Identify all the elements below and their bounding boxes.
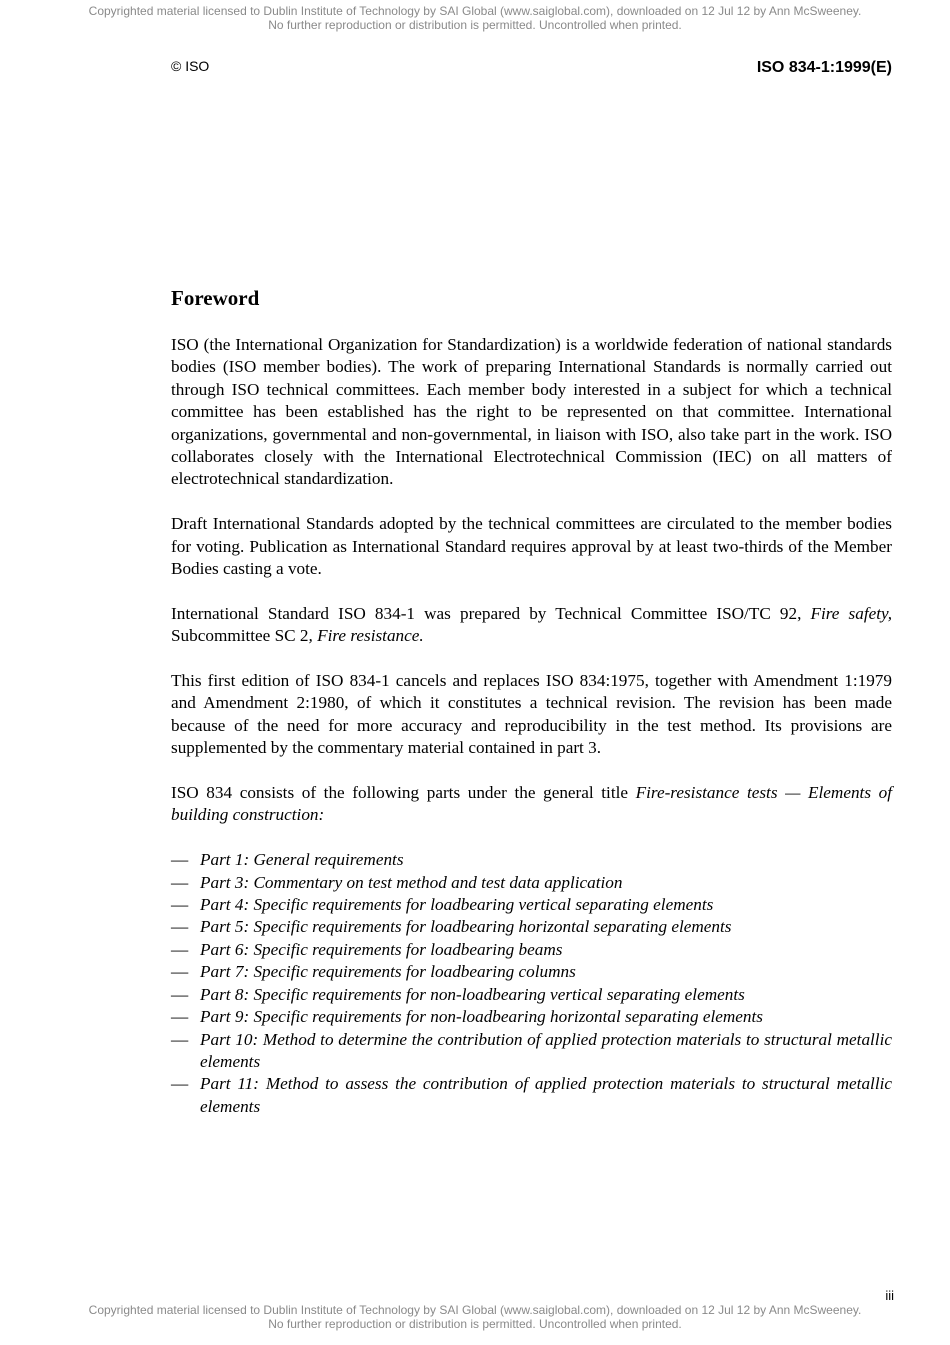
dash-bullet: — bbox=[171, 895, 189, 915]
paragraph-3-text-2: Subcommittee SC 2 bbox=[171, 626, 309, 646]
list-item bbox=[171, 916, 892, 938]
page-title: Foreword bbox=[171, 286, 260, 310]
watermark-line-2: No further reproduction or distribution is permitted. Uncontrolled when printed. bbox=[268, 18, 682, 32]
list-item bbox=[171, 872, 892, 894]
paragraph-5-italic: Fire-resistance tests — Elements of building construction: bbox=[171, 783, 893, 825]
paragraph-5-text: ISO 834 consists of the following parts under the general title bbox=[171, 783, 636, 803]
paragraph-1: ISO (the International Organization for Standardization) is a worldwide federation of national standards bodies (ISO member bodies). The work of preparing International Standards is normally carried out through ISO technical committees. Each member body interested in a subject for which a technical committee has been established has the right to be represented on that committee. International organizations, governmental and non-governmental, in liaison with ISO, also take part in the work. ISO collaborates closely with the International Electrotechnical Commission (IEC) on all matters of electrotechnical standardization. bbox=[171, 335, 892, 489]
list-item-text: Part 6: Specific requirements for loadbearing beams bbox=[200, 939, 563, 959]
list-item bbox=[171, 961, 892, 983]
list-item bbox=[171, 894, 892, 916]
watermark-line-2: No further reproduction or distribution is permitted. Uncontrolled when printed. bbox=[268, 1317, 682, 1331]
copyright-watermark-top bbox=[0, 4, 950, 32]
copyright-watermark-bottom bbox=[0, 1303, 950, 1331]
dash-bullet: — bbox=[171, 1074, 189, 1094]
dash-bullet: — bbox=[171, 1029, 189, 1049]
dash-bullet: — bbox=[171, 984, 189, 1004]
foreword-body bbox=[171, 334, 892, 1118]
list-item bbox=[171, 1073, 892, 1118]
list-item-text: Part 9: Specific requirements for non-loadbearing horizontal separating elements bbox=[200, 1007, 763, 1027]
list-item-text: Part 11: Method to assess the contribution of applied protection materials to structural metallic elements bbox=[200, 1074, 892, 1116]
paragraph-3-italic-2: , Fire resistance. bbox=[308, 626, 424, 646]
list-item bbox=[171, 1029, 892, 1074]
list-item bbox=[171, 939, 892, 961]
watermark-line-1: Copyrighted material licensed to Dublin Institute of Technology by SAI Global (www.saiglobal.com), downloaded on 12 Jul 12 by Ann McSweeney. bbox=[88, 4, 862, 18]
list-item-text: Part 1: General requirements bbox=[200, 850, 404, 870]
dash-bullet: — bbox=[171, 850, 189, 870]
header-standard-number: ISO 834-1:1999(E) bbox=[756, 59, 892, 76]
paragraph-3-italic-1: Fire safety, bbox=[810, 603, 892, 623]
paragraph-3 bbox=[171, 603, 892, 648]
list-item-text: Part 8: Specific requirements for non-loadbearing vertical separating elements bbox=[200, 984, 745, 1004]
list-item bbox=[171, 984, 892, 1006]
paragraph-3-text-1: International Standard ISO 834-1 was prepared by Technical Committee ISO/TC 92, bbox=[171, 603, 811, 623]
list-item-text: Part 10: Method to determine the contribution of applied protection materials to structural metallic elements bbox=[200, 1029, 892, 1071]
header-copyright: © ISO bbox=[171, 58, 210, 74]
list-item bbox=[171, 1006, 892, 1028]
list-item-text: Part 7: Specific requirements for loadbearing columns bbox=[200, 962, 576, 982]
page-number: iii bbox=[885, 1288, 894, 1303]
list-item-text: Part 5: Specific requirements for loadbearing horizontal separating elements bbox=[200, 917, 732, 937]
dash-bullet: — bbox=[171, 872, 189, 892]
dash-bullet: — bbox=[171, 1007, 189, 1027]
dash-bullet: — bbox=[171, 917, 189, 937]
paragraph-4: This first edition of ISO 834-1 cancels and replaces ISO 834:1975, together with Amendment 1:1979 and Amendment 2:1980, of which it constitutes a technical revision. The revision has been made because of the need for more accuracy and reproducibility in the test method. Its provisions are supplemented by the commentary material contained in part 3. bbox=[171, 671, 892, 758]
dash-bullet: — bbox=[171, 962, 189, 982]
list-item-text: Part 4: Specific requirements for loadbearing vertical separating elements bbox=[200, 895, 714, 915]
paragraph-5 bbox=[171, 782, 892, 827]
list-item-text: Part 3: Commentary on test method and test data application bbox=[200, 872, 623, 892]
paragraph-2: Draft International Standards adopted by the technical committees are circulated to the member bodies for voting. Publication as International Standard requires approval by at least two-thirds of the Member Bodies casting a vote. bbox=[171, 514, 892, 579]
dash-bullet: — bbox=[171, 939, 189, 959]
list-item bbox=[171, 849, 892, 871]
parts-list bbox=[171, 849, 892, 1118]
watermark-line-1: Copyrighted material licensed to Dublin Institute of Technology by SAI Global (www.saiglobal.com), downloaded on 12 Jul 12 by Ann McSweeney. bbox=[88, 1303, 862, 1317]
